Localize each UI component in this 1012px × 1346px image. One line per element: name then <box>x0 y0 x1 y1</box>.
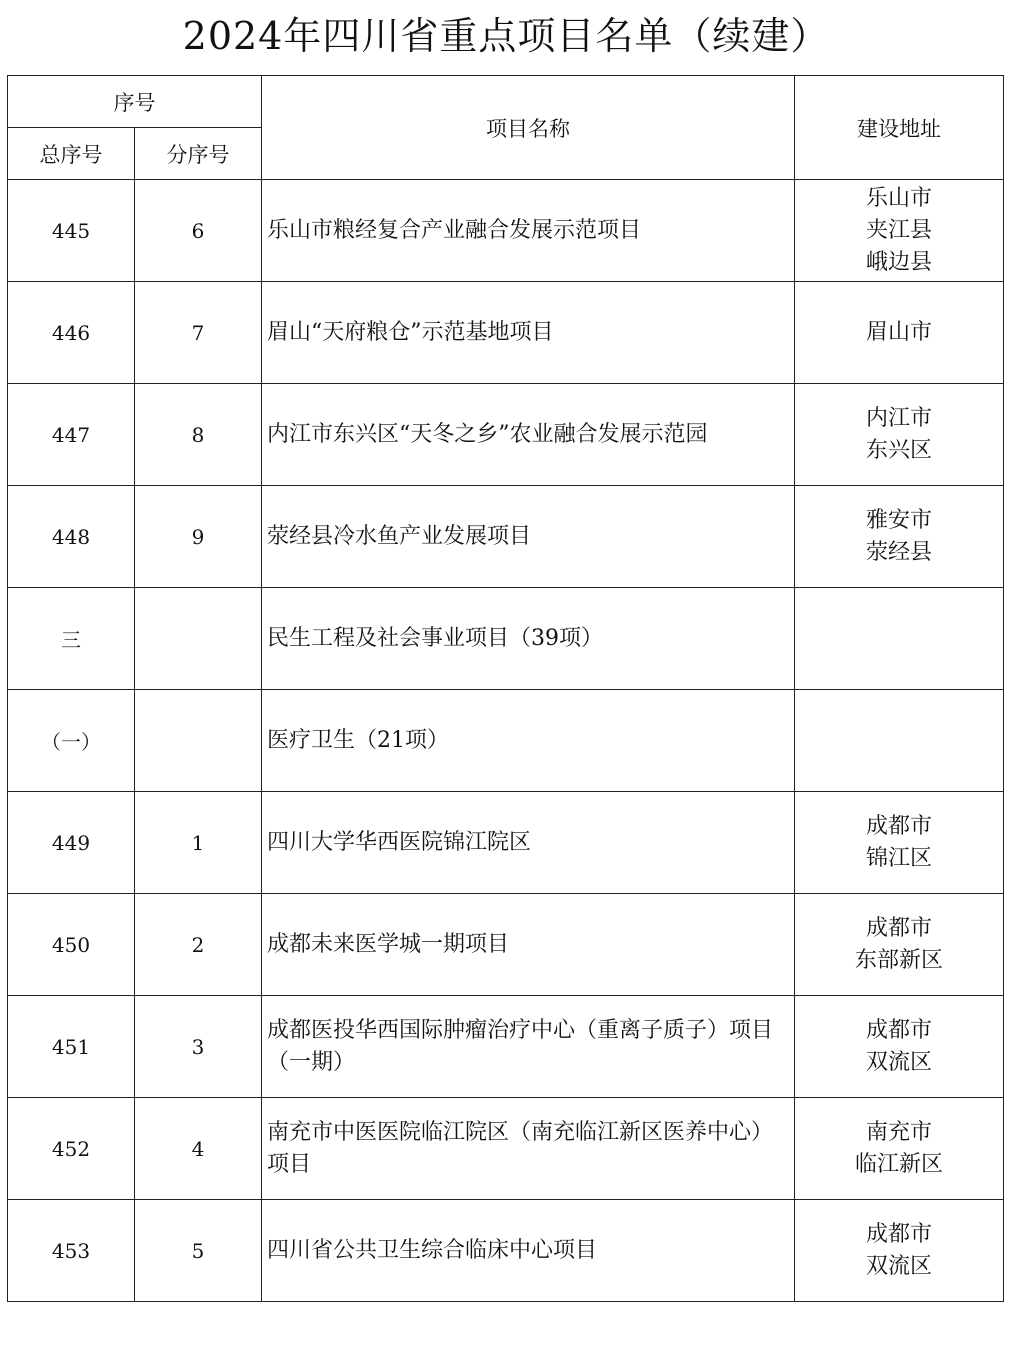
project-name-cell: 成都医投华西国际肿瘤治疗中心（重离子质子）项目（一期） <box>262 996 795 1098</box>
sub-seq-cell: 6 <box>135 180 262 282</box>
header-project-name: 项目名称 <box>262 76 795 180</box>
total-seq-cell: 445 <box>8 180 135 282</box>
sub-seq-cell: 5 <box>135 1200 262 1302</box>
address-line: 眉山市 <box>865 319 932 345</box>
project-name-cell: 眉山“天府粮仓”示范基地项目 <box>262 282 795 384</box>
address-line: 成都市 <box>865 1017 932 1043</box>
sub-seq-cell <box>135 588 262 690</box>
project-name-cell: 成都未来医学城一期项目 <box>262 894 795 996</box>
total-seq-cell: 446 <box>8 282 135 384</box>
address-line: 成都市 <box>865 1221 932 1247</box>
table-row <box>8 180 1004 282</box>
address-line: 雅安市 <box>865 507 932 533</box>
table-row <box>8 1098 1004 1200</box>
total-seq-cell: 449 <box>8 792 135 894</box>
table-row <box>8 996 1004 1098</box>
table-row <box>8 384 1004 486</box>
address-cell <box>795 384 1004 486</box>
address-cell <box>795 1200 1004 1302</box>
address-cell <box>795 996 1004 1098</box>
address-line: 荥经县 <box>865 539 932 565</box>
sub-seq-cell: 1 <box>135 792 262 894</box>
address-cell <box>795 1098 1004 1200</box>
header-address: 建设地址 <box>795 76 1004 180</box>
sub-seq-cell <box>135 690 262 792</box>
project-name-cell: 四川大学华西医院锦江院区 <box>262 792 795 894</box>
project-name-cell: 四川省公共卫生综合临床中心项目 <box>262 1200 795 1302</box>
header-row <box>8 76 1004 128</box>
table-row <box>8 1200 1004 1302</box>
address-line: 锦江区 <box>865 845 932 871</box>
project-table <box>7 75 1004 1302</box>
address-line: 南充市 <box>865 1119 932 1145</box>
address-line: 夹江县 <box>865 217 932 243</box>
project-name-cell: 南充市中医医院临江院区（南充临江新区医养中心）项目 <box>262 1098 795 1200</box>
address-cell <box>795 486 1004 588</box>
sub-seq-cell: 9 <box>135 486 262 588</box>
project-name-cell: 民生工程及社会事业项目（39项） <box>262 588 795 690</box>
table-row <box>8 792 1004 894</box>
sub-seq-cell: 4 <box>135 1098 262 1200</box>
project-name-cell: 乐山市粮经复合产业融合发展示范项目 <box>262 180 795 282</box>
address-cell <box>795 282 1004 384</box>
header-seq-group: 序号 <box>8 76 262 128</box>
header-sub-seq: 分序号 <box>135 128 262 180</box>
project-name-cell: 荥经县冷水鱼产业发展项目 <box>262 486 795 588</box>
project-name-cell: 内江市东兴区“天冬之乡”农业融合发展示范园 <box>262 384 795 486</box>
total-seq-cell: 452 <box>8 1098 135 1200</box>
total-seq-cell: 450 <box>8 894 135 996</box>
header-total-seq: 总序号 <box>8 128 135 180</box>
table-row <box>8 588 1004 690</box>
total-seq-cell: 三 <box>8 588 135 690</box>
table-row <box>8 894 1004 996</box>
sub-seq-cell: 2 <box>135 894 262 996</box>
page-title: 2024年四川省重点项目名单（续建） <box>182 14 830 58</box>
address-cell <box>795 180 1004 282</box>
address-cell <box>795 588 1004 690</box>
address-line: 东兴区 <box>865 437 932 463</box>
total-seq-cell: 447 <box>8 384 135 486</box>
address-line: 双流区 <box>865 1253 932 1279</box>
total-seq-cell: 448 <box>8 486 135 588</box>
address-cell <box>795 894 1004 996</box>
sub-seq-cell: 8 <box>135 384 262 486</box>
table-row <box>8 486 1004 588</box>
table-row <box>8 690 1004 792</box>
address-line: 双流区 <box>865 1049 932 1075</box>
sub-seq-cell: 3 <box>135 996 262 1098</box>
address-cell <box>795 690 1004 792</box>
table-body <box>8 180 1004 1302</box>
project-name-cell: 医疗卫生（21项） <box>262 690 795 792</box>
address-line: 峨边县 <box>865 249 932 275</box>
address-line: 临江新区 <box>854 1151 943 1177</box>
address-line: 成都市 <box>865 813 932 839</box>
address-line: 成都市 <box>865 915 932 941</box>
total-seq-cell: 453 <box>8 1200 135 1302</box>
sub-seq-cell: 7 <box>135 282 262 384</box>
total-seq-cell: 451 <box>8 996 135 1098</box>
address-cell <box>795 792 1004 894</box>
address-line: 乐山市 <box>865 185 932 211</box>
address-line: 内江市 <box>865 405 932 431</box>
total-seq-cell: （一） <box>8 690 135 792</box>
table-row <box>8 282 1004 384</box>
address-line: 东部新区 <box>854 947 943 973</box>
